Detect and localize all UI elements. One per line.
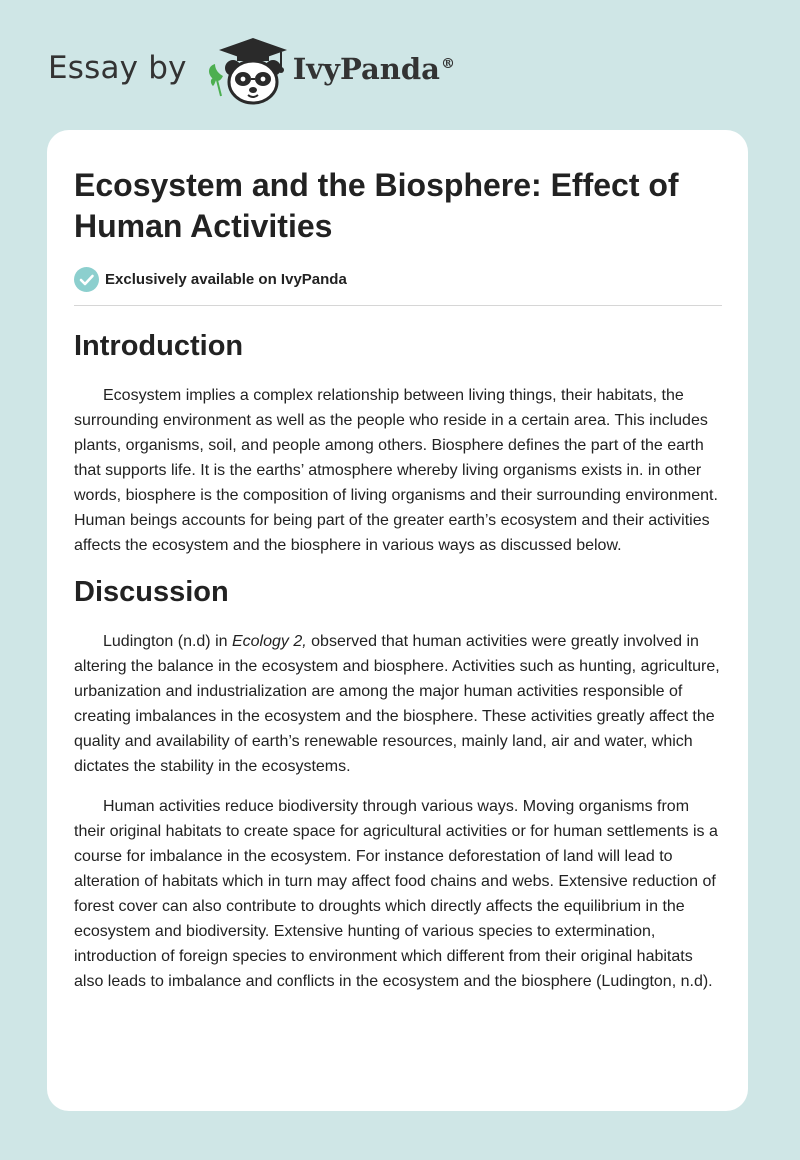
paragraph-text: Ludington (n.d) in <box>103 633 232 650</box>
book-title-italic: Ecology 2, <box>231 633 307 650</box>
exclusive-badge <box>74 267 722 306</box>
registered-mark: ® <box>440 56 455 73</box>
discussion-paragraph-2: Human activities reduce biodiversity through various ways. Moving organisms from their original habitats to create space for agricultural activities or for human settlements is a course for imbalance in the ecosystem. For instance deforestation of land will lead to alteration of habitats which in turn may affect food chains and webs. Extensive reduction of forest cover can also contribute to droughts which directly affects the equilibrium in the ecosystem and biodiversity. Extensive hunting of various species to extermination, introduction of foreign species to environment which different from their original habitats also leads to imbalance and conflicts in the ecosystem and the biosphere (Ludington, n.d). <box>74 798 718 990</box>
essay-title: Ecosystem and the Biosphere: Effect of Human Activities <box>74 167 679 244</box>
badge-text: Exclusively available on IvyPanda <box>105 271 347 288</box>
site-logo[interactable] <box>48 36 455 108</box>
section-heading-introduction: Introduction <box>74 330 244 362</box>
brand-name: IvyPanda® <box>292 52 455 86</box>
essay-card <box>47 130 748 1111</box>
introduction-paragraph: Ecosystem implies a complex relationship between living things, their habitats, the surrounding environment as well as the people who reside in a certain area. This includes plants, organisms, soil, and people among others. Biosphere defines the part of the earth that supports life. It is the earths’ atmosphere whereby living organisms exists in. in other words, biosphere is the composition of living organisms and their surrounding environment. Human beings accounts for being part of the greater earth’s ecosystem and their activities affects the ecosystem and the biosphere in various ways as discussed below. <box>74 387 718 554</box>
paragraph-text: observed that human activities were greatly involved in altering the balance in the ecosystem and biosphere. Activities such as hunting, agriculture, urbanization and industrialization are among the major human activities responsible of creating imbalances in the ecosystem and the biosphere. These activities greatly affect the quality and availability of earth’s renewable resources, mainly land, air and water, which dictates the stability in the ecosystems. <box>74 633 720 775</box>
discussion-paragraph-1 <box>74 629 722 779</box>
panda-graduate-logo-icon <box>201 36 297 108</box>
check-circle-icon <box>74 267 99 292</box>
section-heading-discussion: Discussion <box>74 576 229 608</box>
brand-prefix: Essay by <box>48 50 187 86</box>
